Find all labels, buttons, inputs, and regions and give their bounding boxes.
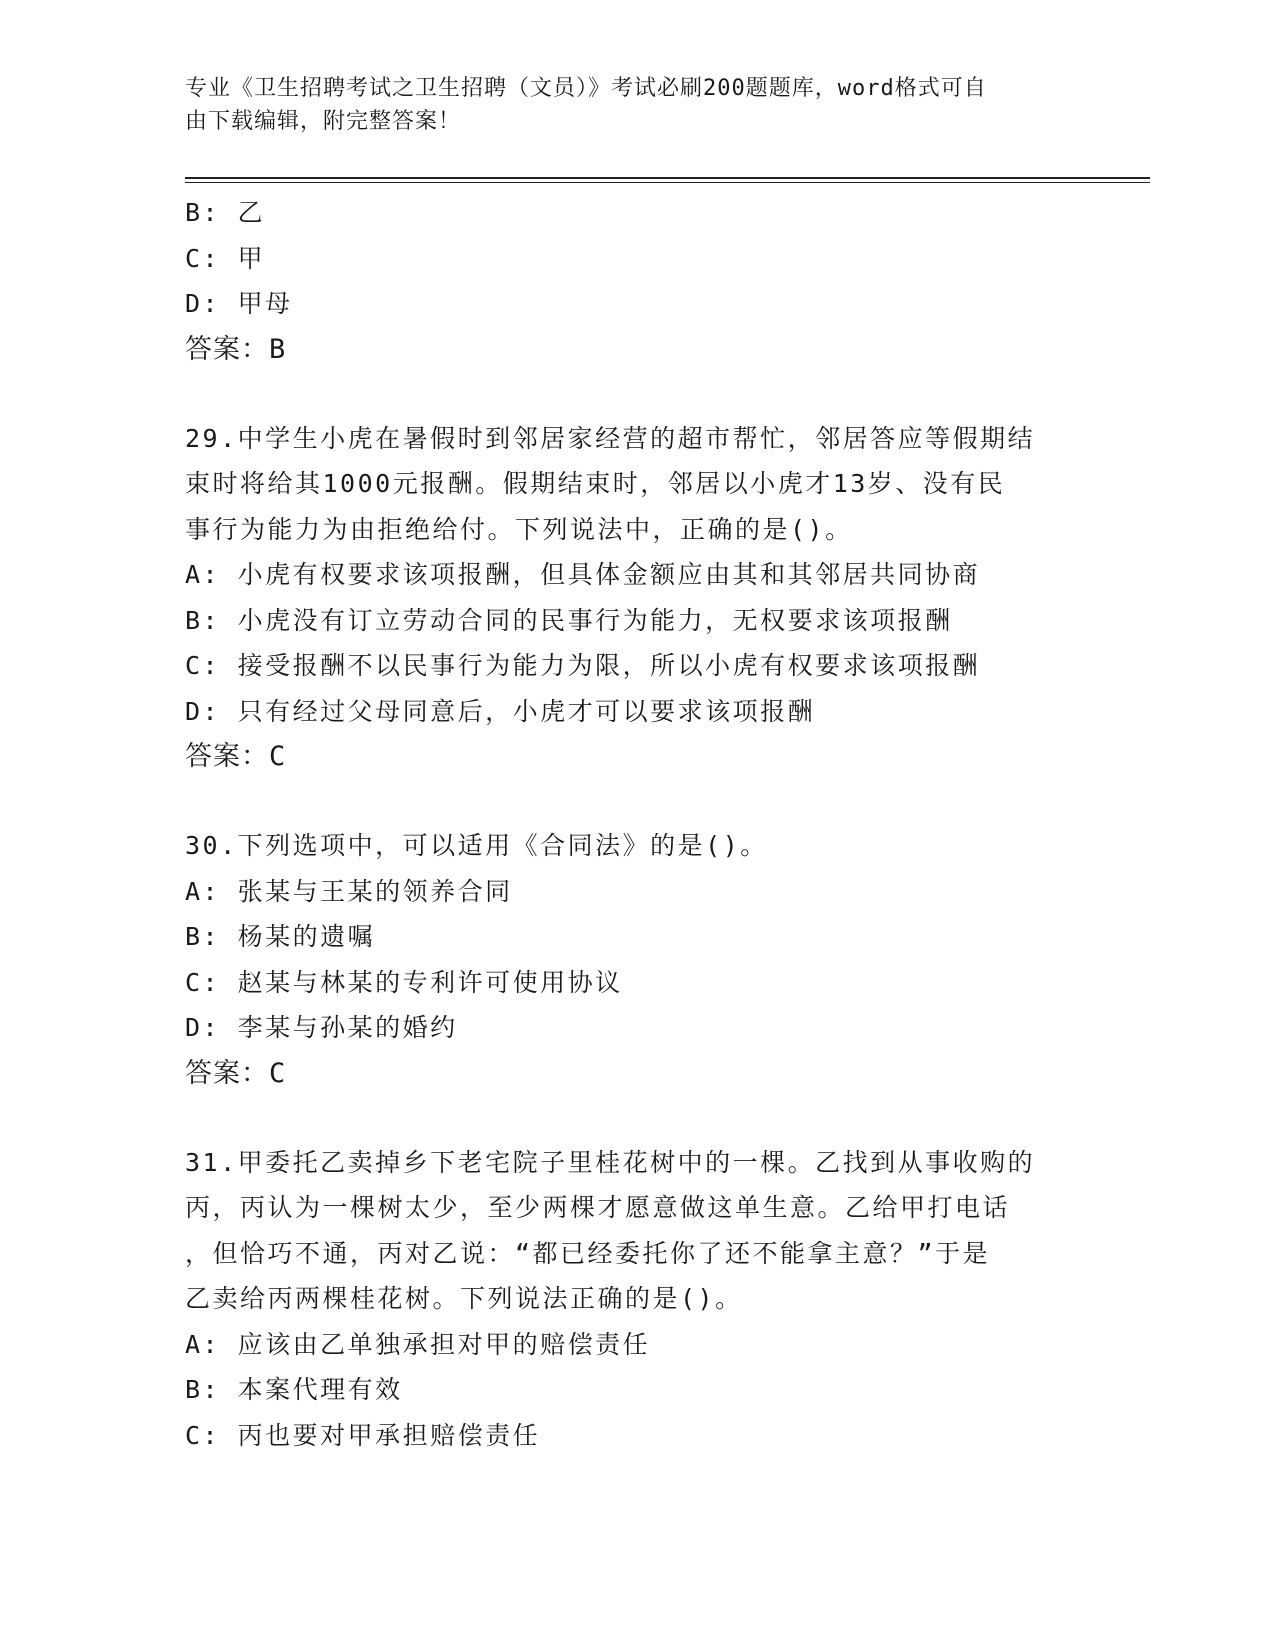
question-stem-line: 31.甲委托乙卖掉乡下老宅院子里桂花树中的一棵。乙找到从事收购的 — [185, 1147, 1036, 1177]
answer-line: 答案：B — [185, 333, 287, 365]
header-divider-thin — [185, 182, 1150, 183]
option-b: B: 乙 — [185, 198, 266, 227]
header-divider-thick — [185, 177, 1150, 179]
option-b: B: 小虎没有订立劳动合同的民事行为能力，无权要求该项报酬 — [185, 605, 953, 635]
option-a: A: 张某与王某的领养合同 — [185, 876, 513, 906]
answer-line: 答案：C — [185, 1057, 287, 1089]
question-stem-line: 29.中学生小虎在暑假时到邻居家经营的超市帮忙，邻居答应等假期结 — [185, 423, 1036, 453]
header-line: 由下载编辑，附完整答案！ — [185, 109, 462, 134]
option-a: A: 应该由乙单独承担对甲的赔偿责任 — [185, 1329, 651, 1359]
spacer — [185, 779, 1085, 823]
option-b: B: 杨某的遗嘱 — [185, 922, 376, 951]
option-d: D: 甲母 — [185, 289, 293, 318]
option-b: B: 本案代理有效 — [185, 1375, 403, 1404]
option-d: D: 只有经过父母同意后，小虎才可以要求该项报酬 — [185, 696, 816, 726]
question-28-continued — [185, 190, 1085, 372]
question-stem-line: 丙，丙认为一棵树太少，至少两棵才愿意做这单生意。乙给甲打电话 — [185, 1193, 1011, 1222]
question-30 — [185, 823, 1085, 1096]
document-header — [185, 72, 1065, 138]
option-c: C: 丙也要对甲承担赔偿责任 — [185, 1420, 541, 1450]
question-stem-line: 乙卖给丙两棵桂花树。下列说法正确的是()。 — [185, 1284, 743, 1313]
option-c: C: 赵某与林某的专利许可使用协议 — [185, 967, 623, 997]
question-stem-line: ，但恰巧不通，丙对乙说：“都已经委托你了还不能拿主意？”于是 — [185, 1238, 991, 1268]
question-31 — [185, 1140, 1085, 1459]
option-a: A: 小虎有权要求该项报酬，但具体金额应由其和其邻居共同协商 — [185, 560, 981, 589]
question-stem-line: 事行为能力为由拒绝给付。下列说法中，正确的是()。 — [185, 514, 853, 544]
answer-line: 答案：C — [185, 741, 287, 772]
option-c: C: 接受报酬不以民事行为能力为限，所以小虎有权要求该项报酬 — [185, 651, 981, 680]
option-c: C: 甲 — [185, 243, 266, 273]
spacer — [185, 1096, 1085, 1140]
question-stem-line: 30.下列选项中，可以适用《合同法》的是()。 — [185, 831, 768, 860]
spacer — [185, 372, 1085, 416]
question-stem-line: 束时将给其1000元报酬。假期结束时，邻居以小虎才13岁、没有民 — [185, 469, 1006, 498]
question-29 — [185, 416, 1085, 780]
header-line: 专业《卫生招聘考试之卫生招聘（文员）》考试必刷200题题库，word格式可自 — [185, 76, 987, 101]
option-d: D: 李某与孙某的婚约 — [185, 1013, 458, 1042]
question-list — [185, 190, 1085, 1458]
